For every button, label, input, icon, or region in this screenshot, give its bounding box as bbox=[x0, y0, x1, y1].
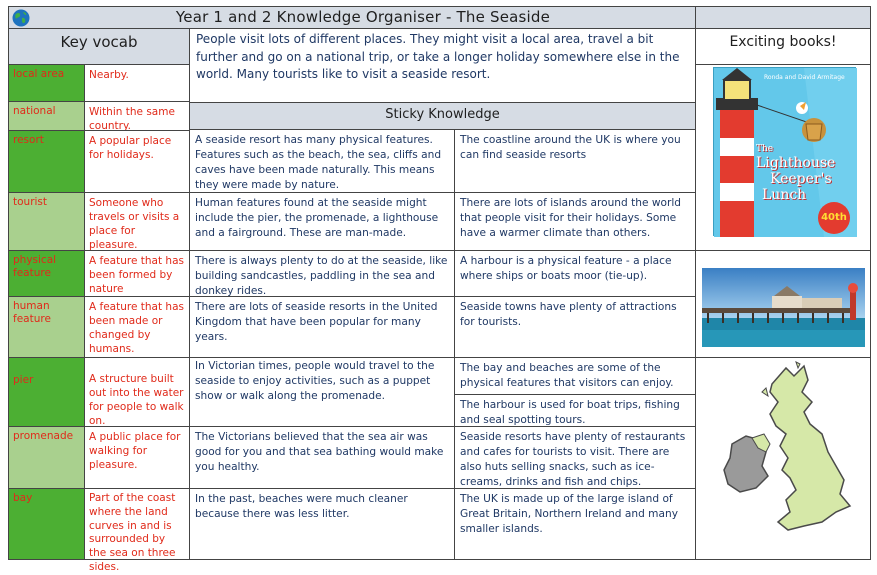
vocab-word: promenade bbox=[8, 426, 85, 489]
fact-right: The UK is made up of the large island of Great Britain, Northern Ireland and many smaller islands. bbox=[454, 488, 696, 560]
book-title bbox=[756, 144, 856, 203]
sticky-heading: Sticky Knowledge bbox=[189, 102, 696, 130]
fact-left: There are lots of seaside resorts in the United Kingdom that have been popular for many years. bbox=[189, 296, 455, 358]
fact-left: In Victorian times, people would travel to the seaside to enjoy activities, such as a puppet show or walk along the promenade. bbox=[189, 357, 455, 427]
fact-left: Human features found at the seaside might include the pier, the promenade, a lighthouse and a fairground. These are man-made. bbox=[189, 192, 455, 251]
vocab-word: bay bbox=[8, 488, 85, 560]
vocab-definition: Nearby. bbox=[84, 64, 190, 102]
vocab-definition: A structure built out into the water for people to walk on. bbox=[84, 357, 190, 427]
title-bar bbox=[8, 6, 696, 29]
book-title-line: Lunch bbox=[762, 187, 807, 203]
pier-photo bbox=[702, 268, 865, 347]
book-title-line: Lighthouse bbox=[756, 155, 836, 171]
vocab-definition: A feature that has been made or changed by humans. bbox=[84, 296, 190, 358]
vocab-definition: A public place for walking for pleasure. bbox=[84, 426, 190, 489]
vocab-definition: A feature that has been formed by nature bbox=[84, 250, 190, 297]
fact-left: The Victorians believed that the sea air was good for you and that sea bathing would make you healthy. bbox=[189, 426, 455, 489]
book-cover bbox=[713, 67, 856, 236]
vocab-word: human feature bbox=[8, 296, 85, 358]
vocab-definition: Part of the coast where the land curves in and is surrounded by the sea on three sides. bbox=[84, 488, 190, 560]
books-heading: Exciting books! bbox=[695, 28, 871, 65]
book-title-line: Keeper's bbox=[770, 171, 832, 187]
fact-left: In the past, beaches were much cleaner because there was less litter. bbox=[189, 488, 455, 560]
fact-left: There is always plenty to do at the seaside, like building sandcastles, paddling in the sea and donkey rides. bbox=[189, 250, 455, 297]
vocab-word: local area bbox=[8, 64, 85, 102]
intro-text: People visit lots of different places. They might visit a local area, travel a bit further and go on a national trip, or take a longer holiday somewhere else in the world. Many tourists like to visit a seaside resort. bbox=[189, 28, 696, 103]
vocab-word: pier bbox=[8, 357, 85, 427]
fact-right: The bay and beaches are some of the physical features that visitors can enjoy. bbox=[454, 357, 696, 395]
globe-icon bbox=[12, 9, 30, 27]
fact-left: A seaside resort has many physical features. Features such as the beach, the sea, cliffs and caves have been made naturally. This means they were made by nature. bbox=[189, 129, 455, 193]
book-author: Ronda and David Armitage bbox=[764, 74, 845, 81]
vocab-definition: Someone who travels or visits a place for pleasure. bbox=[84, 192, 190, 251]
page-title: Year 1 and 2 Knowledge Organiser - The Seaside bbox=[175, 8, 551, 26]
fact-right: There are lots of islands around the world that people visit for their holidays. Some have a warmer climate than others. bbox=[454, 192, 696, 251]
fact-right: The harbour is used for boat trips, fishing and seal spotting tours. bbox=[454, 394, 696, 427]
vocab-word: resort bbox=[8, 130, 85, 193]
fact-right: A harbour is a physical feature - a place where ships or boats moor (tie-up). bbox=[454, 250, 696, 297]
vocab-word: tourist bbox=[8, 192, 85, 251]
title-bar-right bbox=[695, 6, 871, 29]
vocab-heading: Key vocab bbox=[8, 28, 190, 65]
fact-right: Seaside towns have plenty of attractions for tourists. bbox=[454, 296, 696, 358]
fact-right: The coastline around the UK is where you can find seaside resorts bbox=[454, 129, 696, 193]
anniversary-badge: 40th bbox=[821, 212, 847, 223]
uk-map bbox=[712, 362, 858, 534]
vocab-word: national bbox=[8, 101, 85, 131]
vocab-definition: Within the same country. bbox=[84, 101, 190, 131]
fact-right: Seaside resorts have plenty of restaurants and cafes for tourists to visit. There are also huts selling snacks, such as ice-creams, drinks and fish and chips. bbox=[454, 426, 696, 489]
book-title-line: The bbox=[756, 144, 774, 154]
vocab-word: physical feature bbox=[8, 250, 85, 297]
vocab-definition: A popular place for holidays. bbox=[84, 130, 190, 193]
